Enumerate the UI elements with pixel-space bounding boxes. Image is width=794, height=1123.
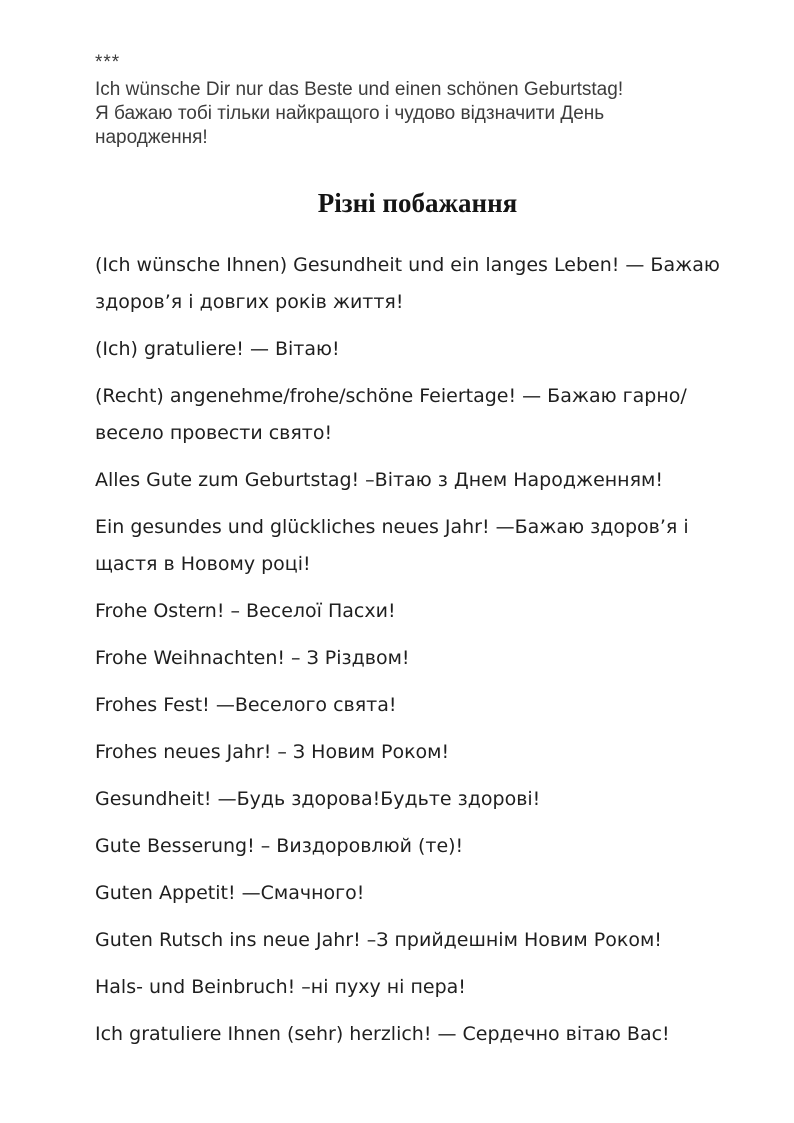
phrase-item: Ich gratuliere Ihnen (sehr) herzlich! — Сердечно вітаю Вас! (95, 1023, 670, 1045)
intro-german-line: Ich wünsche Dir nur das Beste und einen schönen Geburtstag! (95, 79, 624, 100)
intro-block (95, 50, 695, 150)
phrase-item: Hals- und Beinbruch! –ні пуху ні пера! (95, 976, 466, 998)
phrase-item: Ein gesundes und glückliches neues Jahr! —Бажаю здоров’я і щастя в Новому році! (95, 516, 689, 575)
phrase-item: Frohe Ostern! – Веселої Пасхи! (95, 600, 396, 622)
phrase-item: Guten Appetit! —Смачного! (95, 882, 365, 904)
section-separator-stars: *** (95, 52, 121, 73)
intro-ukrainian-line: Я бажаю тобі тільки найкращого і чудово відзначити День народження! (95, 103, 605, 148)
phrase-list (95, 247, 740, 1053)
phrase-item: (Ich) gratuliere! — Вітаю! (95, 338, 340, 360)
phrase-item: Alles Gute zum Geburtstag! –Вітаю з Днем Народженням! (95, 469, 663, 491)
phrase-item: (Ich wünsche Ihnen) Gesundheit und ein langes Leben! — Бажаю здоров’я і довгих років життя! (95, 254, 720, 313)
phrase-item: (Recht) angenehme/frohe/schöne Feiertage! — Бажаю гарно/весело провести свято! (95, 385, 687, 444)
page-title: Різні побажання (317, 188, 518, 218)
phrase-item: Guten Rutsch ins neue Jahr! –З прийдешнім Новим Роком! (95, 929, 662, 951)
phrase-item: Gute Besserung! – Виздоровлюй (те)! (95, 835, 464, 857)
phrase-item: Gesundheit! —Будь здорова!Будьте здорові! (95, 788, 541, 810)
phrase-item: Frohes Fest! —Веселого свята! (95, 694, 397, 716)
phrase-item: Frohes neues Jahr! – З Новим Роком! (95, 741, 450, 763)
phrase-item: Frohe Weihnachten! – З Різдвом! (95, 647, 410, 669)
